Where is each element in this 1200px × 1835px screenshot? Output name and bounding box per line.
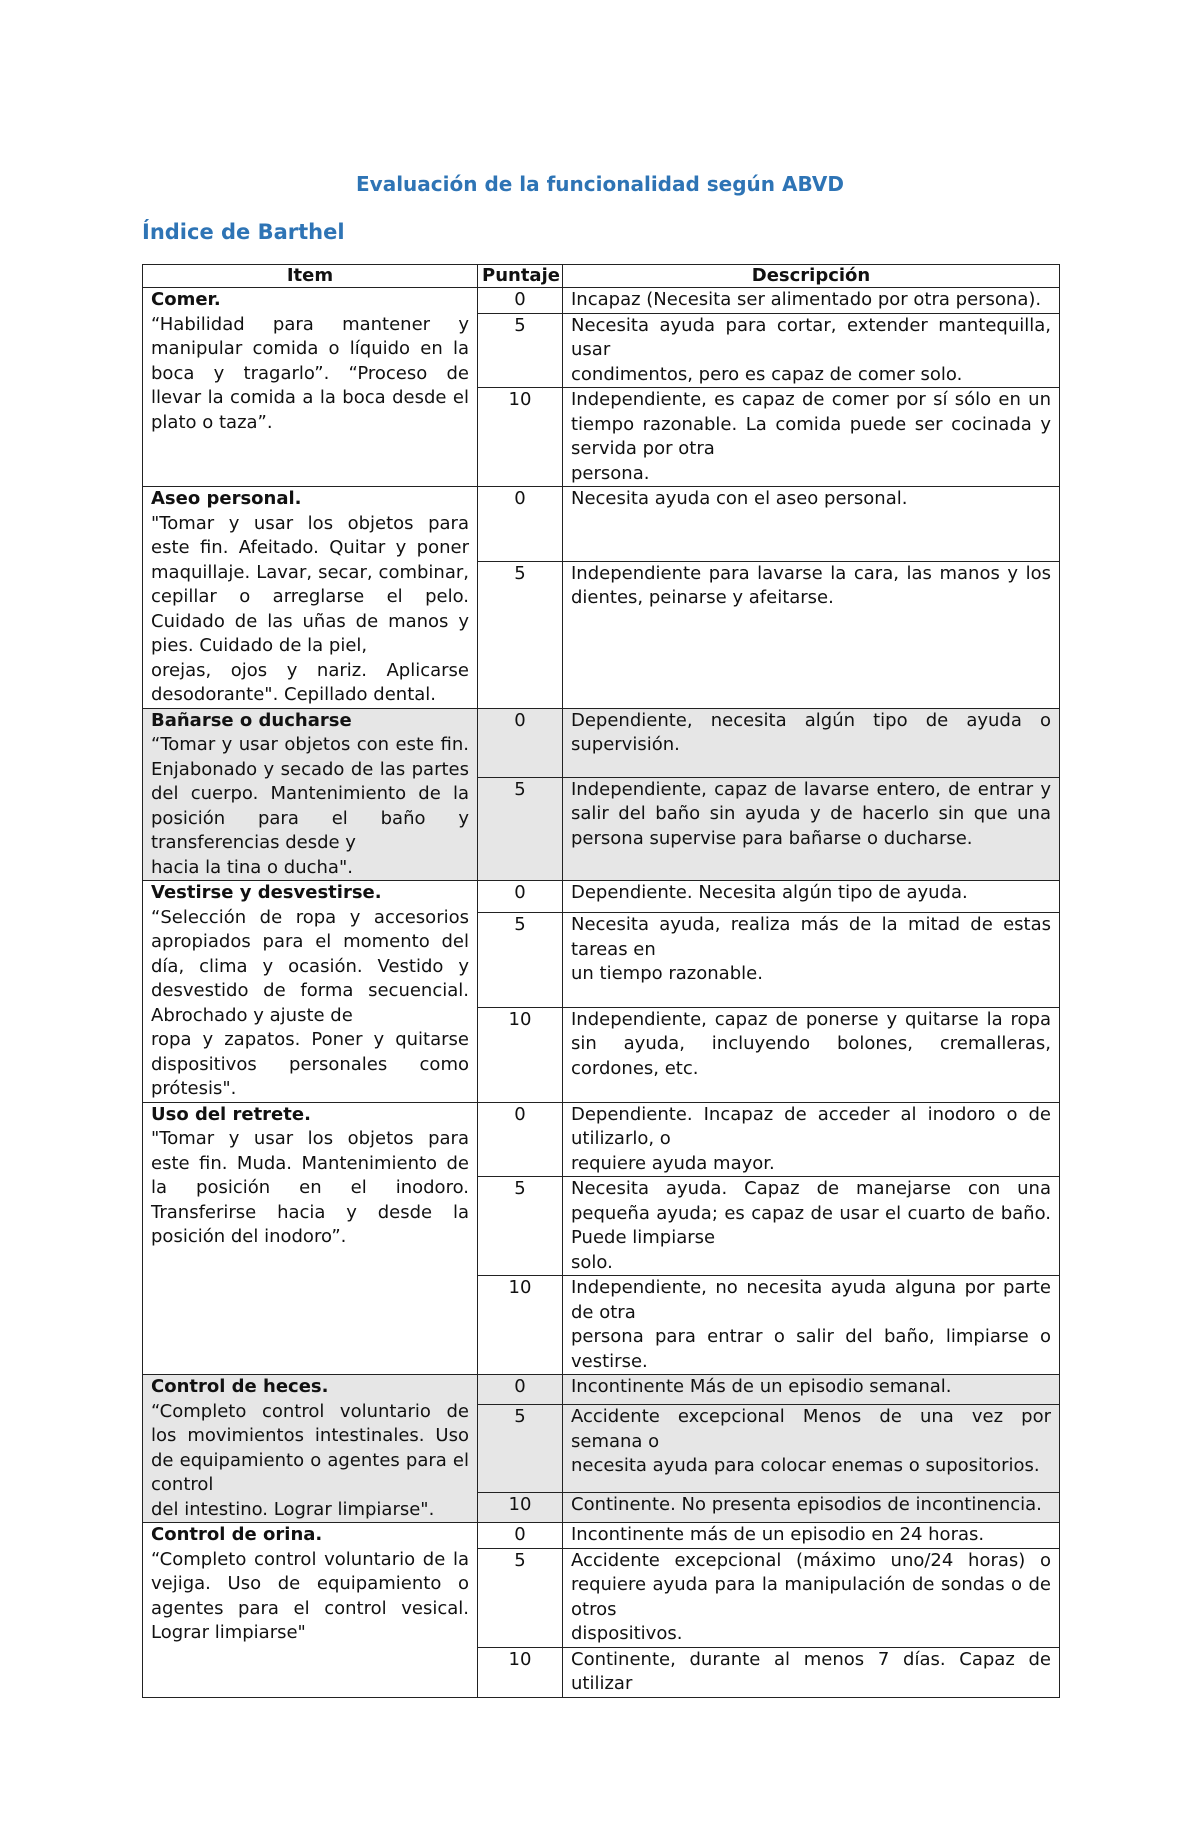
description-cell: Incontinente más de un episodio en 24 horas.: [563, 1523, 1060, 1549]
table-header-row: [143, 265, 1060, 288]
table-row: [143, 288, 1060, 314]
description-cell: Independiente, capaz de ponerse y quitarse la ropa sin ayuda, incluyendo bolones, cremalleras, cordones, etc.: [563, 1007, 1060, 1102]
item-cell: [143, 1102, 478, 1375]
item-description: “Completo control voluntario de la vejiga. Uso de equipamiento o agentes para el control vesical. Lograr limpiarse": [151, 1548, 469, 1643]
description-cell: Continente. No presenta episodios de incontinencia.: [563, 1492, 1060, 1522]
item-description: “Tomar y usar objetos con este fin. Enjabonado y secado de las partes del cuerpo. Mantenimiento de la posición para el baño y transferencias desde y hacia la tina o ducha".: [151, 734, 469, 878]
description-cell: Dependiente, necesita algún tipo de ayuda o supervisión.: [563, 708, 1060, 777]
score-cell: 0: [478, 881, 563, 913]
description-cell: Independiente, no necesita ayuda alguna por parte de otra persona para entrar o salir del baño, limpiarse o vestirse.: [563, 1276, 1060, 1375]
item-cell: [143, 1523, 478, 1698]
item-description: “Habilidad para mantener y manipular comida o líquido en la boca y tragarlo”. “Proceso de llevar la comida a la boca desde el plato o taza”.: [151, 313, 469, 433]
table-row: [143, 1102, 1060, 1177]
item-cell: [143, 708, 478, 881]
barthel-table: [142, 264, 1060, 1698]
score-cell: 5: [478, 313, 563, 388]
table-row: [143, 708, 1060, 777]
header-score: Puntaje: [478, 265, 563, 288]
score-cell: 5: [478, 561, 563, 708]
score-cell: 0: [478, 1375, 563, 1405]
item-description: “Selección de ropa y accesorios apropiados para el momento del día, clima y ocasión. Vestido y desvestido de forma secuencial. Abrochado y ajuste de ropa y zapatos. Poner y quitarse dispositivos personales como prótesis".: [151, 906, 469, 1099]
item-name: Control de heces.: [151, 1376, 329, 1397]
score-cell: 10: [478, 1647, 563, 1697]
item-cell: [143, 487, 478, 709]
item-description: "Tomar y usar los objetos para este fin. Afeitado. Quitar y poner maquillaje. Lavar, secar, combinar, cepillar o arreglarse el pelo. Cuidado de las uñas de manos y pies. Cuidado de la piel, orejas, ojos y nariz. Aplicarse desodorante". Cepillado dental.: [151, 512, 469, 705]
description-cell: Necesita ayuda, realiza más de la mitad de estas tareas en un tiempo razonable.: [563, 913, 1060, 1008]
item-cell: [143, 288, 478, 487]
score-cell: 10: [478, 1007, 563, 1102]
description-cell: Incontinente Más de un episodio semanal.: [563, 1375, 1060, 1405]
score-cell: 10: [478, 1492, 563, 1522]
score-cell: 0: [478, 487, 563, 562]
description-cell: Dependiente. Necesita algún tipo de ayuda.: [563, 881, 1060, 913]
score-cell: 5: [478, 777, 563, 880]
description-cell: Independiente, es capaz de comer por sí sólo en un tiempo razonable. La comida puede ser cocinada y servida por otra persona.: [563, 388, 1060, 487]
header-item: Item: [143, 265, 478, 288]
score-cell: 0: [478, 1523, 563, 1549]
description-cell: Accidente excepcional Menos de una vez por semana o necesita ayuda para colocar enemas o supositorios.: [563, 1405, 1060, 1493]
score-cell: 5: [478, 1548, 563, 1647]
header-description: Descripción: [563, 265, 1060, 288]
table-row: [143, 487, 1060, 562]
item-name: Bañarse o ducharse: [151, 709, 352, 731]
description-cell: Dependiente. Incapaz de acceder al inodoro o de utilizarlo, o requiere ayuda mayor.: [563, 1102, 1060, 1177]
description-cell: Independiente para lavarse la cara, las manos y los dientes, peinarse y afeitarse.: [563, 561, 1060, 708]
score-cell: 10: [478, 1276, 563, 1375]
item-name: Comer.: [151, 289, 221, 310]
description-cell: Independiente, capaz de lavarse entero, de entrar y salir del baño sin ayuda y de hacerlo sin que una persona supervise para bañarse o ducharse.: [563, 777, 1060, 880]
score-cell: 5: [478, 1177, 563, 1276]
score-cell: 0: [478, 708, 563, 777]
table-row: [143, 1375, 1060, 1405]
item-description: “Completo control voluntario de los movimientos intestinales. Uso de equipamiento o agentes para el control del intestino. Lograr limpiarse".: [151, 1400, 469, 1520]
document-title: Evaluación de la funcionalidad según ABVD: [356, 172, 844, 196]
score-cell: 5: [478, 1405, 563, 1493]
description-cell: Necesita ayuda para cortar, extender mantequilla, usar condimentos, pero es capaz de comer solo.: [563, 313, 1060, 388]
description-cell: Continente, durante al menos 7 días. Capaz de utilizar: [563, 1647, 1060, 1697]
item-description: "Tomar y usar los objetos para este fin. Muda. Mantenimiento de la posición en el inodoro. Transferirse hacia y desde la posición del inodoro”.: [151, 1128, 469, 1247]
description-cell: Incapaz (Necesita ser alimentado por otra persona).: [563, 288, 1060, 314]
item-name: Uso del retrete.: [151, 1103, 311, 1125]
score-cell: 10: [478, 388, 563, 487]
item-cell: [143, 1375, 478, 1523]
description-cell: Necesita ayuda con el aseo personal.: [563, 487, 1060, 562]
score-cell: 0: [478, 288, 563, 314]
item-name: Vestirse y desvestirse.: [151, 882, 382, 903]
description-cell: Accidente excepcional (máximo uno/24 horas) o requiere ayuda para la manipulación de sondas o de otros dispositivos.: [563, 1548, 1060, 1647]
item-name: Control de orina.: [151, 1524, 323, 1545]
section-heading: Índice de Barthel: [142, 220, 345, 244]
item-name: Aseo personal.: [151, 488, 302, 509]
table-row: [143, 881, 1060, 913]
table-row: [143, 1523, 1060, 1549]
description-cell: Necesita ayuda. Capaz de manejarse con una pequeña ayuda; es capaz de usar el cuarto de baño. Puede limpiarse solo.: [563, 1177, 1060, 1276]
item-cell: [143, 881, 478, 1103]
score-cell: 5: [478, 913, 563, 1008]
score-cell: 0: [478, 1102, 563, 1177]
